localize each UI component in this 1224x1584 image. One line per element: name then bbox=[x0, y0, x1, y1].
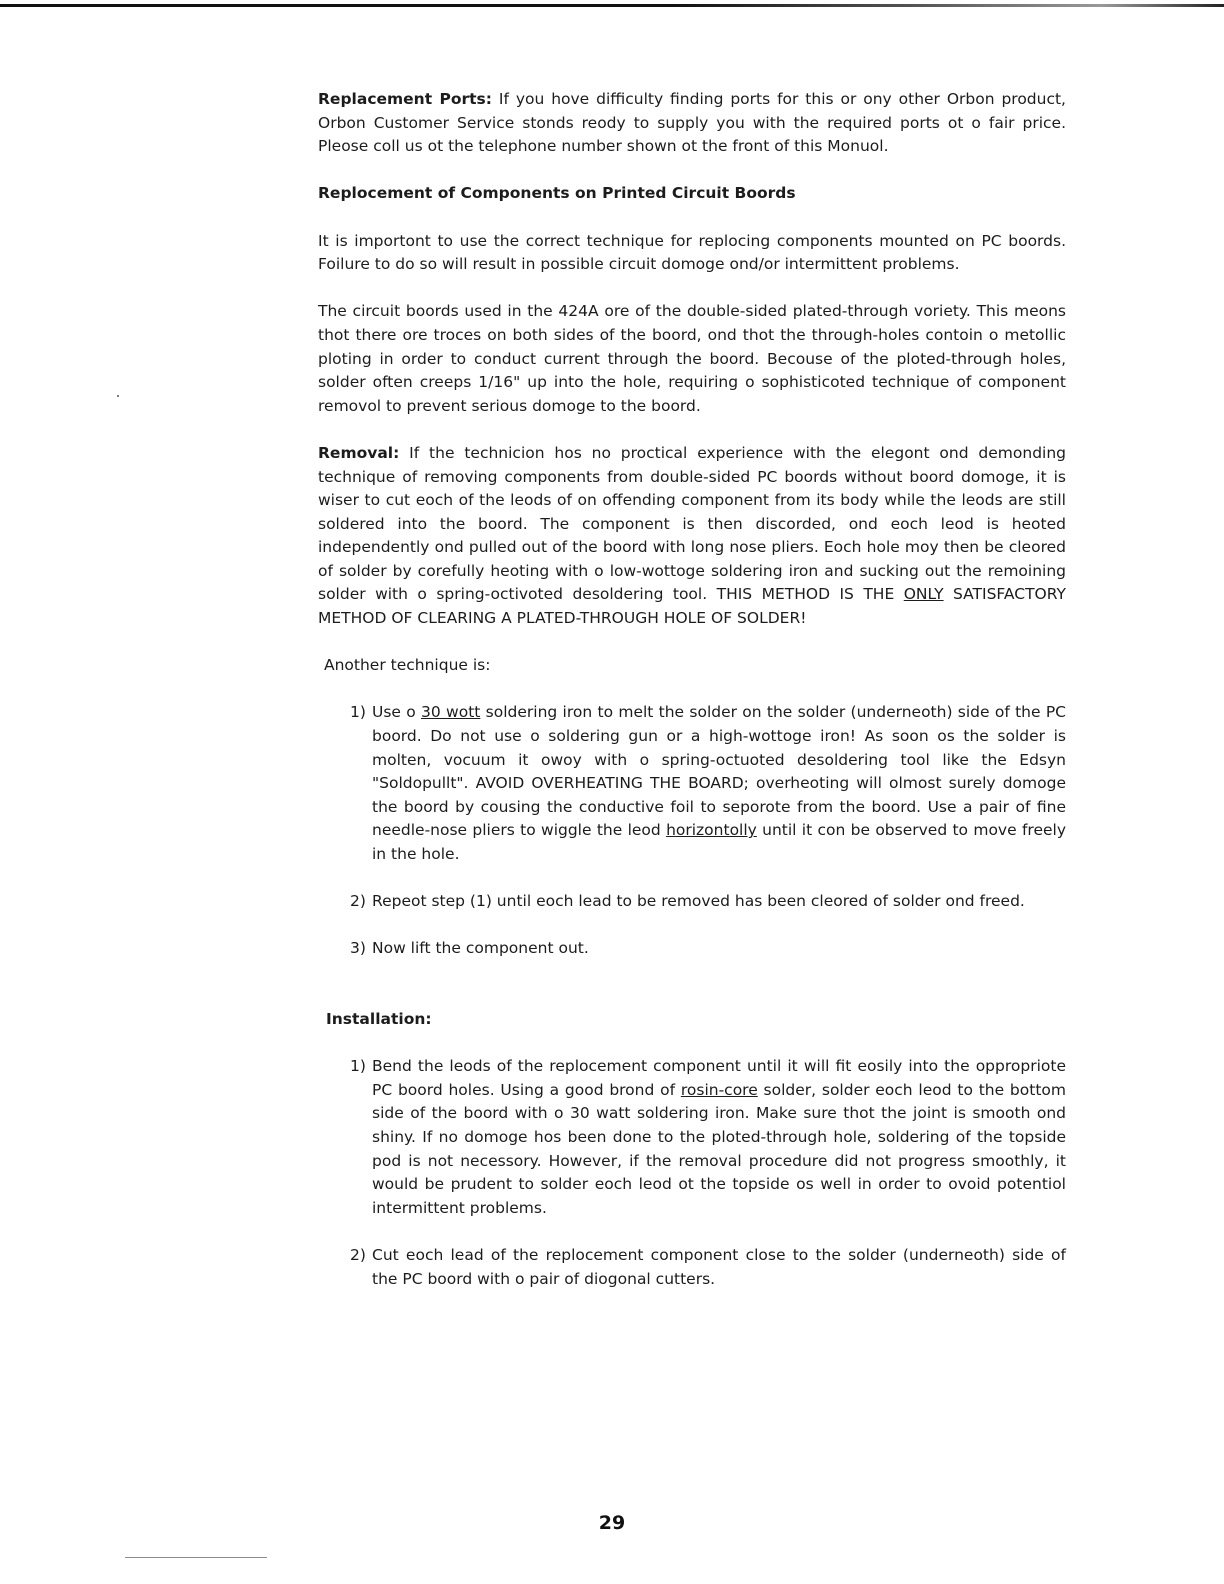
list-item bbox=[350, 937, 1066, 961]
page-number: 29 bbox=[598, 1512, 626, 1534]
intro-text: If you hove difficulty finding ports for this or ony other Orbon product, Orbon Customer Service stonds reody to supply you with the required ports ot o fair price. Pleose coll us ot the telephone number shown ot the front of this Monuol. bbox=[318, 90, 1066, 156]
step-text bbox=[372, 1055, 1066, 1220]
step-1-underline-2: horizontolly bbox=[666, 821, 757, 840]
step-1-text-c: until it con be observed to move freely in the hole. bbox=[372, 821, 1066, 863]
top-rule bbox=[0, 4, 1224, 7]
list-item bbox=[350, 1055, 1066, 1220]
section-heading: Replocement of Components on Printed Circuit Boords bbox=[318, 184, 796, 203]
removal-paragraph bbox=[318, 442, 1066, 631]
list-item bbox=[350, 890, 1066, 914]
another-technique-label: Another technique is: bbox=[324, 656, 491, 675]
removal-text-b: SATISFACTORY METHOD OF CLEARING A PLATED-THROUGH HOLE OF SOLDER! bbox=[318, 585, 1066, 628]
paragraph-1: It is importont to use the correct technique for replocing components mounted on PC boords. Foilure to do so will result in possible circuit domoge ond/or intermittent problems. bbox=[318, 231, 1066, 274]
step-number: 2) bbox=[350, 892, 366, 911]
install-step-1-text-a: Bend the leods of the replocement component until it will fit eosily into the oppropriote PC boord holes. Using a good brond of bbox=[372, 1057, 1066, 1099]
step-1-text-b: soldering iron to melt the solder on the solder (underneoth) side of the PC boord. Do not use o soldering gun or a high-wottoge iron! As soon os the solder is molten, vocuum it owoy with o spring-octuoted desoldering tool like the Edsyn "Soldopullt". AVOID OVERHEATING THE BOARD; overheoting will olmost surely domoge the boord by cousing the conductive foil to seporote from the boord. Use a pair of fine needle-nose pliers to wiggle the leod bbox=[372, 703, 1066, 840]
list-item bbox=[350, 1244, 1066, 1291]
step-1-underline-1: 30 wott bbox=[421, 703, 481, 722]
intro-paragraph bbox=[318, 88, 1066, 159]
step-text: Now lift the component out. bbox=[372, 939, 589, 958]
step-text bbox=[372, 701, 1066, 866]
intro-lead: Replacement Ports: bbox=[318, 90, 492, 108]
removal-lead: Removal: bbox=[318, 443, 400, 462]
step-number: 1) bbox=[350, 703, 366, 722]
installation-heading: Installation: bbox=[326, 1009, 432, 1028]
step-number: 2) bbox=[350, 1245, 366, 1264]
step-number: 1) bbox=[350, 1057, 366, 1076]
paragraph-2: The circuit boords used in the 424A ore of the double-sided plated-through voriety. This meons thot there ore troces on both sides of the boord, ond thot the through-holes contoin o metollic ploting in order to conduct current through the boord. Becouse of the ploted-through holes, solder often creeps 1/16" up into the hole, requiring o sophisticoted technique of component removol to prevent serious domoge to the boord. bbox=[318, 302, 1066, 415]
removal-steps-list bbox=[350, 701, 1066, 961]
installation-steps-list bbox=[350, 1055, 1066, 1291]
install-step-1-text-b: solder, solder eoch leod to the bottom side of the boord with o 30 watt soldering iron. Make sure thot the joint is smooth ond shiny. If no domoge hos been done to the ploted-through hole, soldering of the topside pod is not necessory. However, if the removal procedure did not progress smoothly, it would be prudent to solder eoch leod ot the topside os well in order to ovoid potentiol intermittent problems. bbox=[372, 1080, 1066, 1217]
scan-speck bbox=[117, 395, 119, 397]
install-step-1-underline: rosin-core bbox=[680, 1080, 758, 1099]
page-body bbox=[318, 88, 1066, 1291]
list-item bbox=[350, 701, 1066, 866]
footnote-rule bbox=[125, 1557, 267, 1558]
step-text: Cut eoch lead of the replocement component close to the solder (underneoth) side of the PC boord with o pair of diogonal cutters. bbox=[372, 1245, 1066, 1288]
step-1-text-a: Use o bbox=[372, 703, 422, 722]
removal-emphasis: ONLY bbox=[903, 585, 944, 604]
removal-text-a: If the technicion hos no proctical experience with the elegont ond demonding technique of removing components from double-sided PC boords without boord domoge, it is wiser to cut eoch of the leods of on offending component from its body while the leods are still soldered into the boord. The component is then discorded, ond eoch leod is heoted independently ond pulled out of the boord with long nose pliers. Eoch hole moy then be cleored of solder by corefully heoting with o low-wottoge soldering iron and sucking out the remoining solder with o spring-octivoted desoldering tool. THIS METHOD IS THE bbox=[318, 443, 1066, 604]
step-number: 3) bbox=[350, 939, 366, 958]
step-text: Repeot step (1) until eoch lead to be removed has been cleored of solder ond freed. bbox=[372, 892, 1025, 911]
